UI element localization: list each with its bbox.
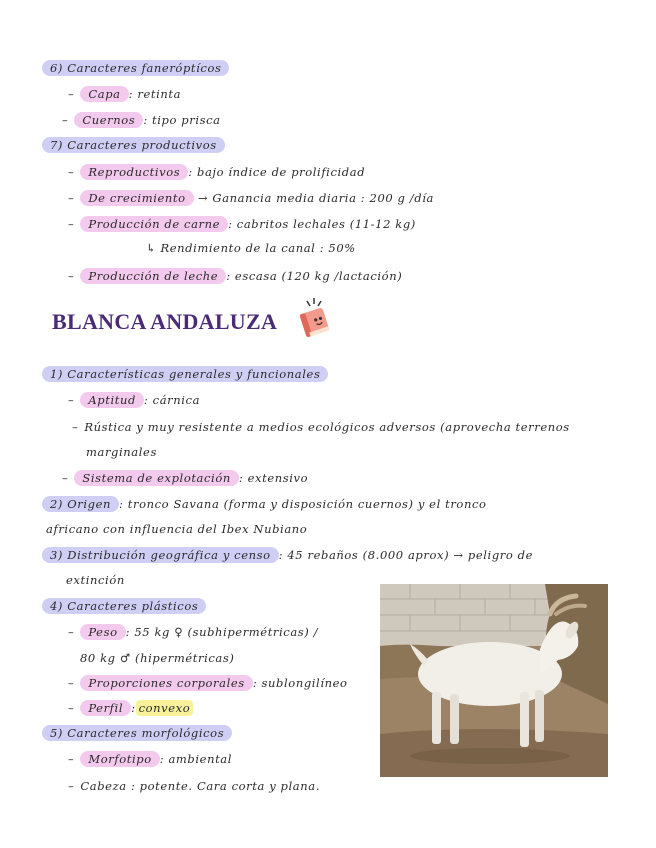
section-6-heading: 6) Caracteres faneróptícos	[42, 60, 229, 76]
carne-value: : cabritos lechales (11-12 kg)	[228, 217, 416, 231]
morfotipo-label: Morfotipo	[80, 751, 159, 767]
rustica-line-2: marginales	[86, 445, 157, 459]
leche-item: – Producción de leche : escasa (120 kg /lactación)	[68, 269, 403, 283]
rustica-item: – Rústica y muy resistente a medios ecológicos adversos (aprovecha terrenos	[72, 420, 570, 434]
proporciones-item: – Proporciones corporales : sublongilíneo	[68, 676, 348, 690]
white-goat-photo	[380, 584, 608, 777]
morfotipo-value: : ambiental	[159, 752, 233, 766]
peso-line-2: 80 kg ♂ (hipermétricas)	[80, 651, 235, 665]
crecimiento-value: → Ganancia media diaria : 200 g /día	[197, 191, 434, 205]
section-2-line: 2) Origen : tronco Savana (forma y disposición cuernos) y el tronco	[42, 496, 487, 512]
crecimiento-label: De crecimiento	[80, 190, 193, 206]
reproductivos-label: Reproductivos	[80, 164, 188, 180]
cabeza-item: – Cabeza : potente. Cara corta y plana.	[68, 779, 320, 793]
aptitud-label: Aptitud	[80, 392, 144, 408]
cuernos-value: : tipo prisca	[143, 113, 221, 127]
section-5-heading: 5) Caracteres morfológicos	[42, 725, 232, 741]
breed-title: BLANCA ANDALUZA	[52, 309, 278, 334]
sistema-value: : extensivo	[238, 471, 309, 485]
perfil-label: Perfil	[80, 700, 131, 716]
aptitud-item: – Aptitud : cárnica	[68, 393, 201, 407]
reproductivos-item: – Reproductivos : bajo índice de prolificidad	[68, 165, 366, 179]
section-2-heading: 2) Origen	[42, 496, 119, 512]
rendimiento-line: ↳ Rendimiento de la canal : 50%	[146, 241, 356, 255]
section-3-line: 3) Distribución geográfica y censo : 45 rebaños (8.000 aprox) → peligro de	[42, 547, 533, 563]
crecimiento-item: – De crecimiento → Ganancia media diaria : 200 g /día	[68, 191, 434, 205]
section-3-heading: 3) Distribución geográfica y censo	[42, 547, 279, 563]
carne-item: – Producción de carne : cabritos lechales (11-12 kg)	[68, 217, 416, 231]
cuernos-label: Cuernos	[74, 112, 143, 128]
cuernos-item: – Cuernos : tipo prisca	[62, 113, 221, 127]
capa-label: Capa	[80, 86, 128, 102]
section-4-heading: 4) Caracteres plásticos	[42, 598, 206, 614]
proporciones-value: : sublongilíneo	[252, 676, 348, 690]
sistema-label: Sistema de explotación	[74, 470, 239, 486]
book-icon	[298, 296, 334, 344]
perfil-item: – Perfil : convexo	[68, 700, 193, 716]
perfil-value: convexo	[136, 700, 194, 716]
capa-value: : retinta	[128, 87, 182, 101]
reproductivos-value: : bajo índice de prolificidad	[188, 165, 366, 179]
carne-label: Producción de carne	[80, 216, 228, 232]
section-1-heading: 1) Características generales y funcionales	[42, 366, 328, 382]
capa-item: – Capa : retinta	[68, 87, 182, 101]
section-3-line-2: extinción	[66, 573, 125, 587]
morfotipo-item: – Morfotipo : ambiental	[68, 752, 233, 766]
leche-value: : escasa (120 kg /lactación)	[226, 269, 403, 283]
leche-label: Producción de leche	[80, 268, 226, 284]
section-7-heading: 7) Caracteres productivos	[42, 137, 225, 153]
peso-label: Peso	[80, 624, 125, 640]
peso-value: : 55 kg ♀ (subhipermétricas) /	[125, 625, 319, 639]
proporciones-label: Proporciones corporales	[80, 675, 252, 691]
peso-item: – Peso : 55 kg ♀ (subhipermétricas) /	[68, 625, 319, 639]
aptitud-value: : cárnica	[143, 393, 201, 407]
sistema-item: – Sistema de explotación : extensivo	[62, 471, 309, 485]
section-2-line-2: africano con influencia del Ibex Nubiano	[46, 522, 308, 536]
